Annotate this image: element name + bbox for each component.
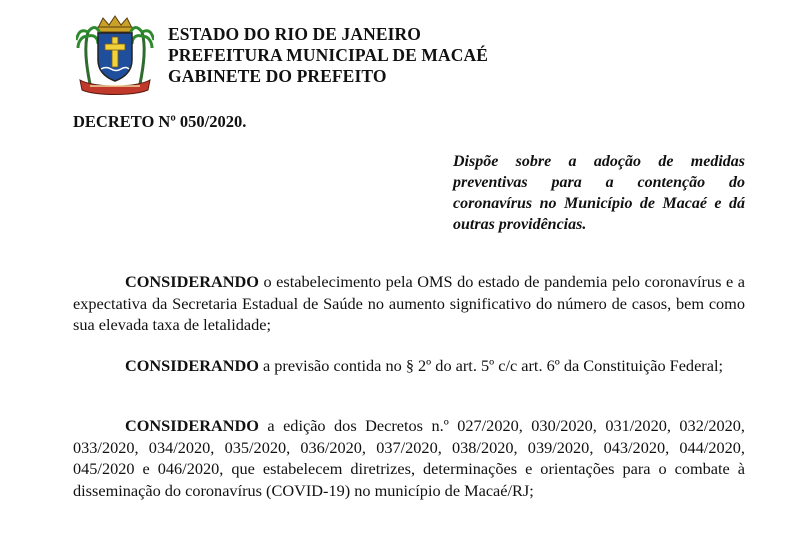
considerando-paragraph xyxy=(73,355,745,377)
paragraph-text: a previsão contida no § 2º do art. 5º c/c art. 6º da Constituição Federal; xyxy=(258,356,723,375)
municipality-name: PREFEITURA MUNICIPAL DE MACAÉ xyxy=(168,45,489,65)
letterhead xyxy=(168,24,488,87)
paragraph-lead: CONSIDERANDO xyxy=(125,416,259,435)
state-name: ESTADO DO RIO DE JANEIRO xyxy=(168,24,421,44)
paragraph-lead: CONSIDERANDO xyxy=(125,272,259,291)
decree-title: DECRETO Nº 050/2020. xyxy=(73,112,247,131)
paragraph-text: o estabelecimento pela OMS do estado de pandemia pelo coronavírus e a expectativa da Secretaria Estadual de Saúde no aumento significativo do número de casos, bem como sua elevada taxa de letalidade; xyxy=(73,272,745,334)
considerando-paragraph xyxy=(73,415,745,501)
decree-summary: Dispõe sobre a adoção de medidas preventivas para a contenção do coronavírus no Município de Macaé e dá outras providências. xyxy=(453,153,745,233)
paragraph-lead: CONSIDERANDO xyxy=(125,356,259,375)
coat-of-arms-logo xyxy=(76,14,154,96)
office-name: GABINETE DO PREFEITO xyxy=(168,66,387,86)
considerando-paragraph xyxy=(73,271,745,336)
paragraph-text: a edição dos Decretos n.º 027/2020, 030/2020, 031/2020, 032/2020, 033/2020, 034/2020, 035/2020, 036/2020, 037/2020, 038/2020, 039/2020, 043/2020, 044/2020, 045/2020 e 046/2020, que estabelecem diretrizes, determinações e orientações para o combate à disseminação do coronavírus (COVID-19) no município de Macaé/RJ; xyxy=(73,416,745,500)
